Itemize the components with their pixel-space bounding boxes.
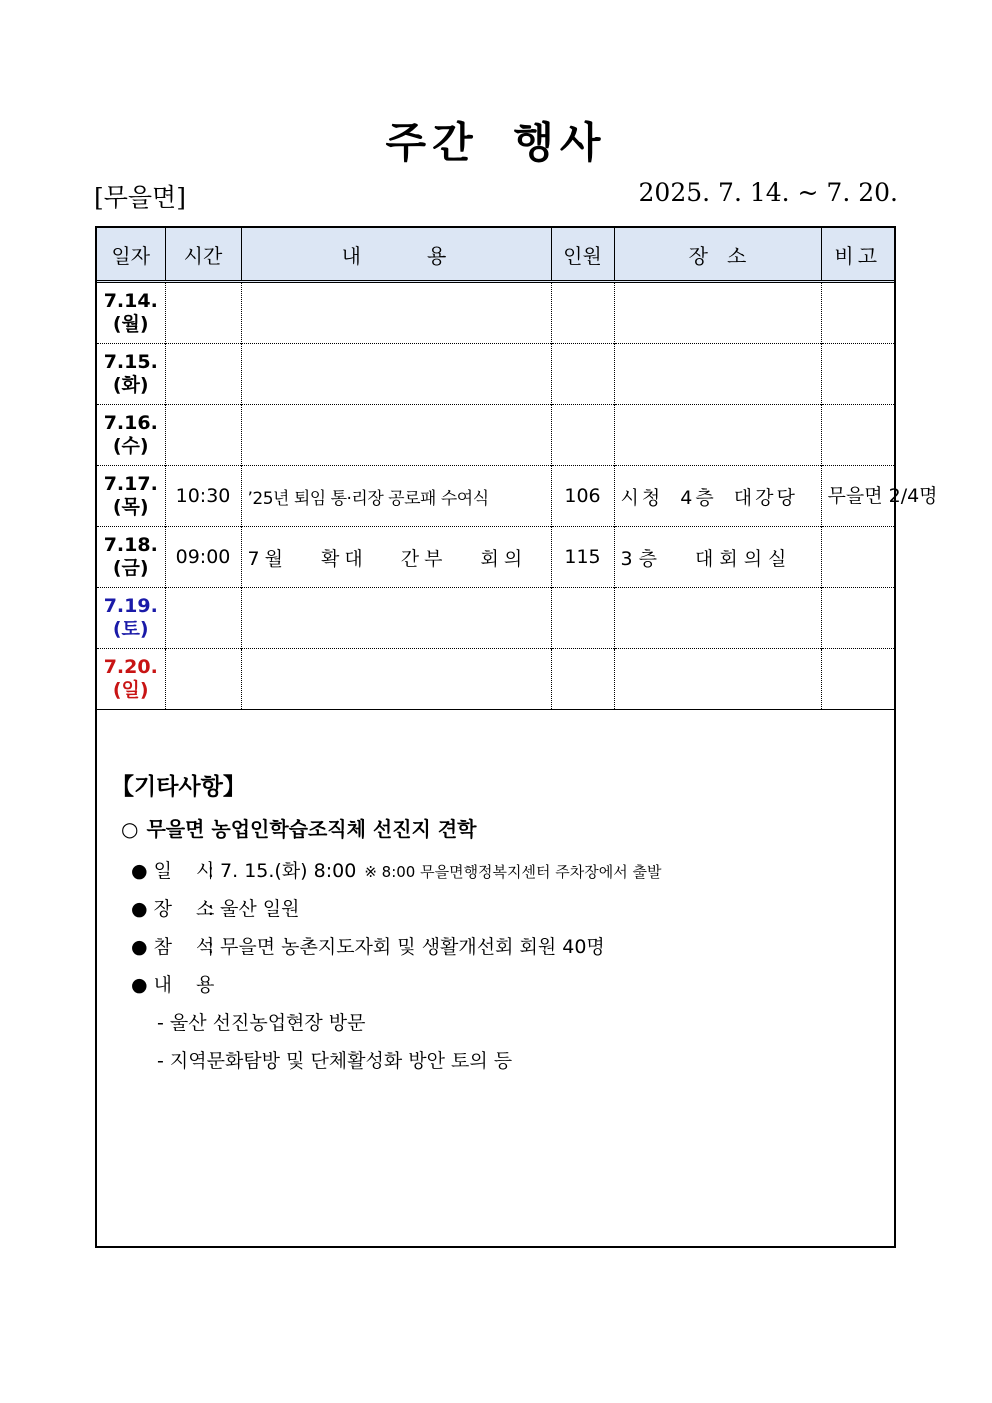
bullet-icon: ●: [131, 936, 148, 958]
header-time: 시간: [165, 228, 241, 282]
bullet-icon: ●: [131, 860, 148, 882]
date-text: 7.16.: [103, 412, 158, 434]
date-cell: [97, 466, 165, 527]
table-header-row: [97, 228, 894, 282]
item-label: 장 소: [153, 898, 219, 920]
date-cell: [97, 405, 165, 466]
list-item: [131, 970, 881, 997]
item-value: : 7. 15.(화) 8:00: [207, 860, 357, 882]
note-cell: [821, 527, 894, 588]
item-value: : 무을면 농촌지도자회 및 생활개선회 회원 40명: [207, 936, 605, 958]
people-cell: [551, 649, 614, 710]
date-cell: [97, 527, 165, 588]
circle-mark: ○: [121, 817, 139, 841]
detail-item: - 울산 선진농업현장 방문: [157, 1012, 366, 1034]
weekday-text: (화): [112, 374, 149, 396]
date-text: 7.18.: [103, 534, 158, 556]
table-row: [97, 649, 894, 710]
weekday-text: (월): [112, 313, 149, 335]
note-cell: 무을면 2/4명: [821, 466, 894, 527]
table-row: [97, 588, 894, 649]
item-label: 일 시: [153, 860, 219, 882]
etc-subtitle: [121, 813, 881, 842]
table-row: [97, 466, 894, 527]
note-cell: [821, 649, 894, 710]
date-cell: [97, 282, 165, 344]
place-cell: [614, 405, 821, 466]
note-cell: [821, 405, 894, 466]
header-content: 내 용: [241, 228, 551, 282]
date-cell: [97, 649, 165, 710]
table-row: [97, 405, 894, 466]
etc-section: [111, 768, 881, 1084]
time-cell: 10:30: [165, 466, 241, 527]
time-cell: 09:00: [165, 527, 241, 588]
time-cell: [165, 588, 241, 649]
date-text: 7.14.: [103, 290, 158, 312]
list-item: [131, 894, 881, 921]
weekday-text: (일): [112, 679, 149, 701]
note-cell: [821, 344, 894, 405]
date-text: 7.17.: [103, 473, 158, 495]
place-cell: [614, 588, 821, 649]
page-title: 주간 행사: [385, 118, 607, 167]
content-cell: [241, 282, 551, 344]
people-cell: [551, 282, 614, 344]
item-value: : 울산 일원: [207, 898, 300, 920]
list-item: [131, 856, 881, 883]
date-text: 7.19.: [103, 595, 158, 617]
weekday-text: (목): [112, 496, 149, 518]
content-cell: [241, 588, 551, 649]
time-cell: [165, 649, 241, 710]
people-cell: [551, 405, 614, 466]
time-cell: [165, 282, 241, 344]
table-row: [97, 527, 894, 588]
etc-title: 【기타사항】: [111, 774, 246, 800]
item-label: 참 석: [153, 936, 219, 958]
place-cell: 3층 대회의실: [614, 527, 821, 588]
note-cell: [821, 282, 894, 344]
people-cell: 115: [551, 527, 614, 588]
time-cell: [165, 405, 241, 466]
etc-subtitle-text: 무을면 농업인학습조직체 선진지 견학: [146, 817, 477, 841]
date-cell: [97, 344, 165, 405]
date-text: 7.15.: [103, 351, 158, 373]
people-cell: 106: [551, 466, 614, 527]
content-cell: 7월 확대 간부 회의: [241, 527, 551, 588]
department-label: [무을면]: [94, 183, 186, 212]
list-item: [131, 932, 881, 959]
detail-item: - 지역문화탐방 및 단체활성화 방안 토의 등: [157, 1050, 513, 1072]
weekday-text: (토): [112, 618, 149, 640]
time-cell: [165, 344, 241, 405]
table-row: [97, 282, 894, 344]
schedule-table: [97, 228, 938, 710]
header-people: 인원: [551, 228, 614, 282]
date-text: 7.20.: [103, 656, 158, 678]
header-date: 일자: [97, 228, 165, 282]
people-cell: [551, 344, 614, 405]
header-place: 장 소: [614, 228, 821, 282]
schedule-sheet: [95, 226, 938, 1248]
period-label: 2025. 7. 14. ~ 7. 20.: [638, 178, 898, 207]
weekday-text: (금): [112, 557, 149, 579]
date-cell: [97, 588, 165, 649]
content-cell: [241, 405, 551, 466]
item-label: 내 용: [153, 974, 219, 996]
people-cell: [551, 588, 614, 649]
header-note: 비고: [821, 228, 894, 282]
place-cell: [614, 282, 821, 344]
place-cell: [614, 344, 821, 405]
place-cell: [614, 649, 821, 710]
place-cell: 시청 4층 대강당: [614, 466, 821, 527]
weekday-text: (수): [112, 435, 149, 457]
content-cell: [241, 649, 551, 710]
table-row: [97, 344, 894, 405]
bullet-icon: ●: [131, 974, 148, 996]
content-cell: [241, 344, 551, 405]
note-cell: [821, 588, 894, 649]
bullet-icon: ●: [131, 898, 148, 920]
content-cell: ’25년 퇴임 통·리장 공로패 수여식: [241, 466, 551, 527]
item-extra: ※ 8:00 무을면행정복지센터 주차장에서 출발: [364, 863, 662, 881]
